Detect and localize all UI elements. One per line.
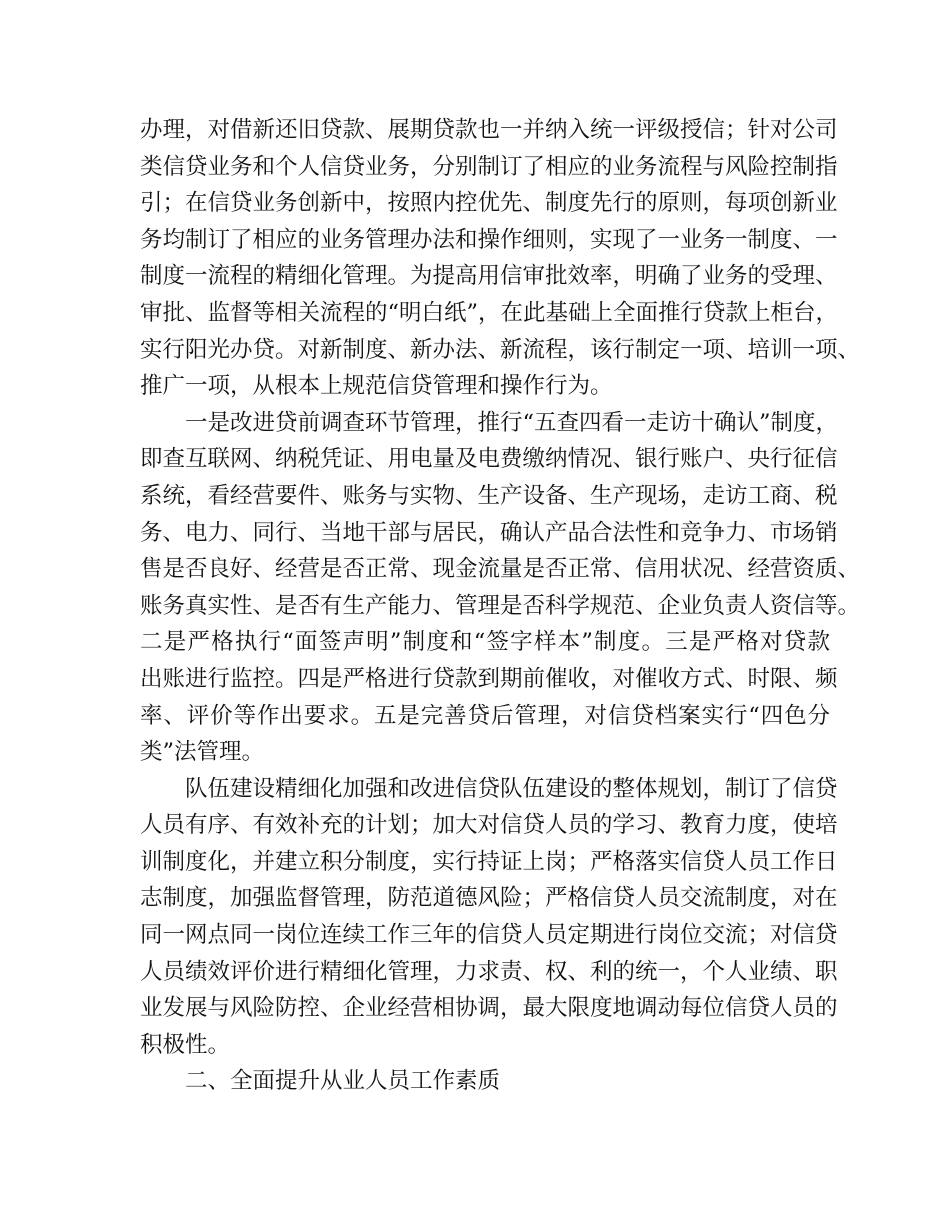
paragraph-line: 推广一项，从根本上规范信贷管理和操作行为。	[140, 373, 613, 400]
paragraph-line: 即查互联网、纳税凭证、用电量及电费缴纳情况、银行账户、央行征信	[140, 446, 838, 473]
paragraph-line: 引；在信贷业务创新中，按照内控优先、制度先行的原则，每项创新业	[140, 190, 838, 217]
paragraph-line: 人员有序、有效补充的计划；加大对信贷人员的学习、教育力度，使培	[140, 812, 838, 839]
paragraph-3	[140, 771, 838, 1064]
paragraph-line: 一是改进贷前调查环节管理，推行“五查四看一走访十确认”制度，	[185, 409, 839, 436]
paragraph-line: 率、评价等作出要求。五是完善贷后管理，对信贷档案实行“四色分	[140, 702, 830, 729]
paragraph-line: 售是否良好、经营是否正常、现金流量是否正常、信用状况、经营资质、	[140, 556, 861, 583]
paragraph-line: 同一网点同一岗位连续工作三年的信贷人员定期进行岗位交流；对信贷	[140, 922, 838, 949]
section-heading	[140, 1063, 830, 1100]
paragraph-line: 类”法管理。	[140, 739, 265, 766]
paragraph-line: 志制度，加强监督管理，防范道德风险；严格信贷人员交流制度，对在	[140, 885, 838, 912]
paragraph-line: 办理，对借新还旧贷款、展期贷款也一并纳入统一评级授信；针对公司	[140, 117, 838, 143]
paragraph-line: 系统，看经营要件、账务与实物、生产设备、生产现场，走访工商、税	[140, 482, 838, 509]
document-body	[140, 112, 861, 1100]
paragraph-line: 训制度化，并建立积分制度，实行持证上岗；严格落实信贷人员工作日	[140, 848, 838, 875]
paragraph-line: 制度一流程的精细化管理。为提高用信审批效率，明确了业务的受理、	[140, 263, 838, 290]
paragraph-line: 业发展与风险防控、企业经营相协调，最大限度地调动每位信贷人员的	[140, 995, 838, 1022]
paragraph-line: 二是严格执行“面签声明”制度和“签字样本”制度。三是严格对贷款	[140, 629, 830, 656]
paragraph-line: 积极性。	[140, 1031, 231, 1058]
paragraph-line: 实行阳光办贷。对新制度、新办法、新流程，该行制定一项、培训一项、	[140, 336, 861, 363]
paragraph-1	[140, 112, 861, 405]
paragraph-line: 队伍建设精细化加强和改进信贷队伍建设的整体规划，制订了信贷	[185, 775, 838, 802]
paragraph-line: 务、电力、同行、当地干部与居民，确认产品合法性和竞争力、市场销	[140, 519, 838, 546]
paragraph-line: 出账进行监控。四是严格进行贷款到期前催收，对催收方式、时限、频	[140, 665, 838, 692]
paragraph-line: 务均制订了相应的业务管理办法和操作细则，实现了一业务一制度、一	[140, 226, 838, 253]
paragraph-line: 人员绩效评价进行精细化管理，力求责、权、利的统一，个人业绩、职	[140, 958, 838, 985]
paragraph-line: 类信贷业务和个人信贷业务，分别制订了相应的业务流程与风险控制指	[140, 153, 838, 180]
paragraph-2	[140, 405, 861, 771]
section-heading-text: 二、全面提升从业人员工作素质	[185, 1068, 501, 1095]
paragraph-line: 账务真实性、是否有生产能力、管理是否科学规范、企业负责人资信等。	[140, 592, 861, 619]
paragraph-line: 审批、监督等相关流程的“明白纸”，在此基础上全面推行贷款上柜台，	[140, 299, 839, 326]
